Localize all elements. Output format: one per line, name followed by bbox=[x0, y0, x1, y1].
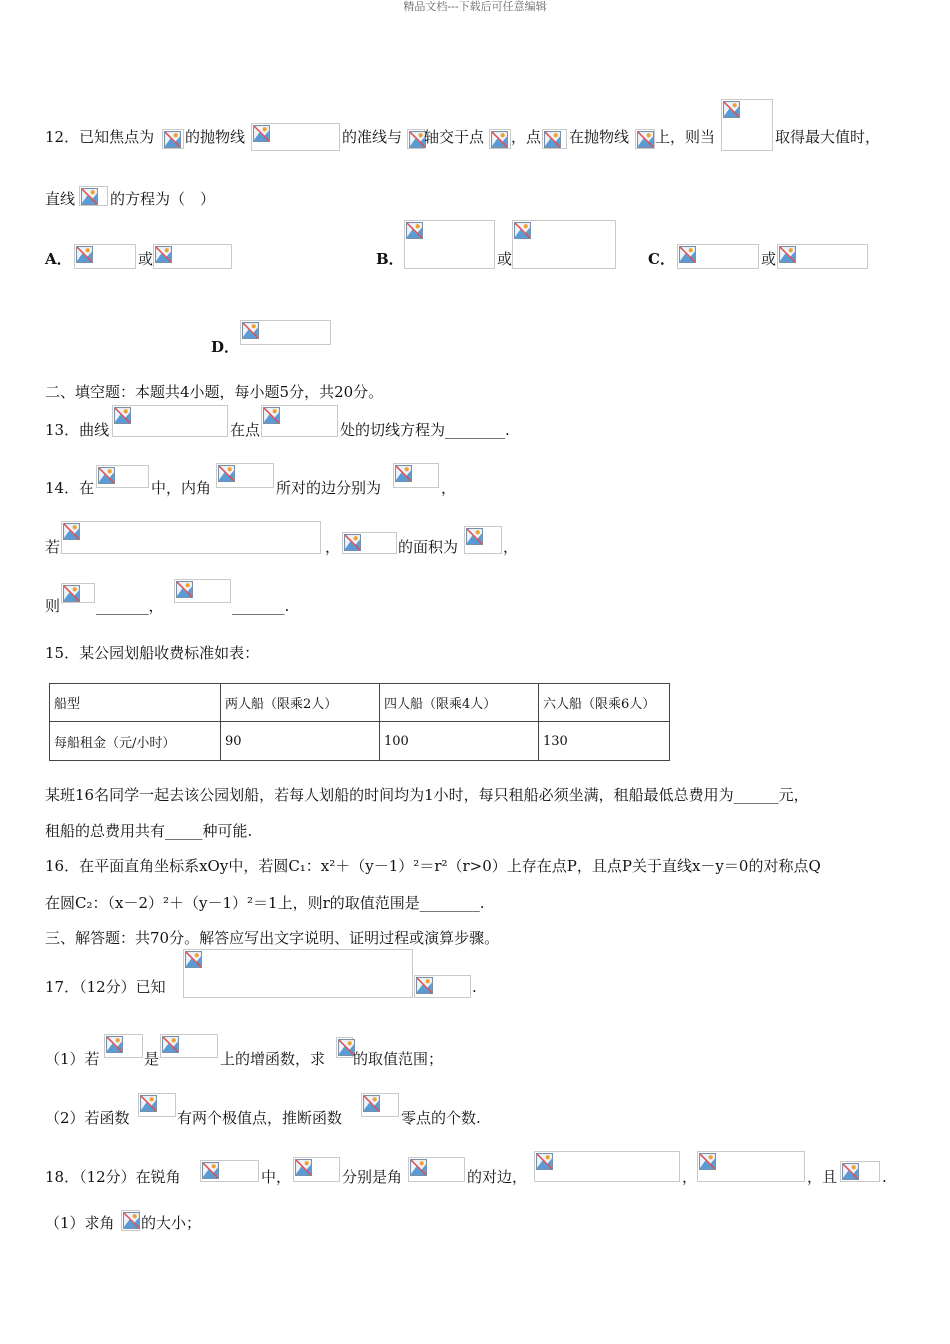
q12-text-2: 的抛物线 bbox=[185, 128, 246, 146]
formula-image bbox=[121, 1210, 140, 1231]
q17-part2-text-1: （2）若函数 bbox=[45, 1109, 130, 1127]
formula-image bbox=[61, 583, 95, 603]
broken-image-icon bbox=[406, 222, 423, 239]
q12-text-9: 直线 bbox=[45, 190, 76, 208]
or-text: 或 bbox=[497, 250, 513, 268]
q18-text-3: 分别是角 bbox=[342, 1168, 403, 1186]
table-row bbox=[50, 722, 670, 761]
formula-image bbox=[697, 1151, 805, 1182]
broken-image-icon bbox=[416, 977, 433, 994]
q18-text-1: 18．（12分）在锐角 bbox=[45, 1168, 181, 1186]
q14-text-3: 所对的边分别为 bbox=[276, 479, 382, 497]
formula-image bbox=[183, 949, 413, 998]
broken-image-icon bbox=[76, 246, 93, 263]
q18-text-6: ，且 bbox=[807, 1168, 838, 1186]
table-header-cell: 船型 bbox=[50, 684, 221, 722]
broken-image-icon bbox=[544, 131, 561, 148]
broken-image-icon bbox=[81, 188, 98, 205]
q18-text-2: 中， bbox=[261, 1168, 292, 1186]
broken-image-icon bbox=[123, 1212, 140, 1229]
broken-image-icon bbox=[466, 528, 483, 545]
broken-image-icon bbox=[363, 1095, 380, 1112]
q18-text-4: 的对边， bbox=[467, 1168, 528, 1186]
option-b-image-1 bbox=[404, 220, 495, 269]
q17-part1-text-1: （1）若 bbox=[45, 1050, 100, 1068]
broken-image-icon bbox=[263, 407, 280, 424]
q12-text-8: 取得最大值时， bbox=[775, 128, 881, 146]
broken-image-icon bbox=[344, 534, 361, 551]
broken-image-icon bbox=[155, 246, 172, 263]
formula-image bbox=[174, 579, 231, 603]
option-a-image-1 bbox=[74, 244, 136, 269]
formula-image bbox=[61, 521, 321, 554]
q18-text-7: . bbox=[882, 1168, 887, 1186]
option-c-image-1 bbox=[677, 244, 759, 269]
q12-text-10: 的方程为（ ） bbox=[110, 190, 216, 208]
table-cell: 100 bbox=[380, 722, 539, 761]
formula-image bbox=[162, 129, 184, 149]
page-header: 精品文档---下载后可任意编辑 bbox=[403, 0, 547, 13]
formula-image bbox=[293, 1157, 340, 1182]
broken-image-icon bbox=[253, 125, 270, 142]
broken-image-icon bbox=[779, 246, 796, 263]
q14-text-1: 14．在 bbox=[45, 479, 95, 497]
q14-text-7: 的面积为 bbox=[398, 538, 459, 556]
broken-image-icon bbox=[63, 585, 80, 602]
broken-image-icon bbox=[114, 407, 131, 424]
broken-image-icon bbox=[63, 523, 80, 540]
formula-image bbox=[160, 1034, 218, 1058]
broken-image-icon bbox=[842, 1163, 859, 1180]
broken-image-icon bbox=[395, 465, 412, 482]
or-text: 或 bbox=[761, 250, 777, 268]
table-cell: 90 bbox=[221, 722, 380, 761]
section-heading-fill-blank: 二、填空题：本题共4小题，每小题5分，共20分。 bbox=[45, 383, 384, 401]
broken-image-icon bbox=[140, 1095, 157, 1112]
formula-image bbox=[721, 99, 773, 151]
formula-image bbox=[342, 532, 397, 554]
option-c-label: C． bbox=[648, 250, 675, 268]
option-a-image-2 bbox=[153, 244, 232, 269]
broken-image-icon bbox=[699, 1153, 716, 1170]
broken-image-icon bbox=[410, 1159, 427, 1176]
broken-image-icon bbox=[98, 467, 115, 484]
broken-image-icon bbox=[162, 1036, 179, 1053]
table-header-cell: 六人船（限乘6人） bbox=[539, 684, 670, 722]
q13-text-3: 处的切线方程为________. bbox=[340, 421, 510, 439]
q12-text-3: 的准线与 bbox=[342, 128, 403, 146]
q12-text-4: 轴交于点 bbox=[424, 128, 485, 146]
formula-image bbox=[408, 1157, 465, 1182]
table-header-cell: 两人船（限乘2人） bbox=[221, 684, 380, 722]
q18-part1-text-2: 的大小； bbox=[141, 1214, 202, 1232]
q17-part2-text-2: 有两个极值点，推断函数 bbox=[177, 1109, 343, 1127]
q13-text-1: 13．曲线 bbox=[45, 421, 110, 439]
broken-image-icon bbox=[106, 1036, 123, 1053]
q14-text-8: ， bbox=[503, 538, 519, 556]
q12-text-5: ，点 bbox=[511, 128, 542, 146]
q16-line-1: 16．在平面直角坐标系xOy中，若圆C₁：x²＋（y－1）²＝r²（r>0）上存在点P，且点P关于直线x－y＝0的对称点Q bbox=[45, 857, 821, 875]
q16-line-2: 在圆C₂：（x－2）²＋（y－1）²＝1上，则r的取值范围是________. bbox=[45, 894, 485, 912]
formula-image bbox=[635, 129, 655, 149]
formula-image bbox=[216, 463, 274, 488]
q18-text-5: ， bbox=[682, 1168, 698, 1186]
broken-image-icon bbox=[295, 1159, 312, 1176]
broken-image-icon bbox=[491, 131, 508, 148]
formula-image bbox=[138, 1093, 176, 1117]
q12-text-7: 上，则当 bbox=[655, 128, 716, 146]
formula-image bbox=[251, 123, 340, 151]
broken-image-icon bbox=[514, 222, 531, 239]
formula-image bbox=[414, 975, 471, 998]
table-cell: 130 bbox=[539, 722, 670, 761]
formula-image bbox=[489, 129, 511, 149]
q14-text-4: ， bbox=[441, 479, 457, 497]
q14-text-2: 中，内角 bbox=[151, 479, 212, 497]
option-b-image-2 bbox=[512, 220, 616, 269]
broken-image-icon bbox=[637, 131, 654, 148]
formula-image bbox=[261, 405, 338, 437]
table-cell: 每船租金（元/小时） bbox=[50, 722, 221, 761]
option-a-label: A． bbox=[45, 250, 72, 268]
q17-part1-text-4: 的取值范围； bbox=[353, 1050, 444, 1068]
section-heading-solve: 三、解答题：共70分。解答应写出文字说明、证明过程或演算步骤。 bbox=[45, 929, 500, 947]
broken-image-icon bbox=[176, 581, 193, 598]
formula-image bbox=[112, 405, 228, 437]
q14-text-11: _______. bbox=[232, 597, 290, 615]
q12-text-1: 12．已知焦点为 bbox=[45, 128, 155, 146]
formula-image bbox=[200, 1160, 259, 1182]
formula-image bbox=[534, 1151, 680, 1182]
q17-text-2: . bbox=[472, 978, 477, 996]
q17-part1-text-2: 是 bbox=[144, 1050, 160, 1068]
q17-text-1: 17．（12分）已知 bbox=[45, 978, 166, 996]
q17-part1-text-3: 上的增函数，求 bbox=[220, 1050, 326, 1068]
broken-image-icon bbox=[679, 246, 696, 263]
formula-image bbox=[361, 1093, 399, 1117]
formula-image bbox=[104, 1034, 143, 1058]
formula-image bbox=[336, 1037, 353, 1058]
broken-image-icon bbox=[242, 322, 259, 339]
formula-image bbox=[542, 129, 567, 149]
formula-image bbox=[464, 526, 502, 554]
q14-text-10: _______， bbox=[96, 597, 164, 615]
table-header-cell: 四人船（限乘4人） bbox=[380, 684, 539, 722]
q15-para-2: 租船的总费用共有_____种可能. bbox=[45, 822, 253, 840]
formula-image bbox=[840, 1161, 880, 1182]
option-b-label: B． bbox=[376, 250, 404, 268]
q14-text-5: 若 bbox=[45, 538, 61, 556]
formula-image bbox=[407, 129, 425, 149]
q14-text-6: ， bbox=[325, 538, 341, 556]
or-text: 或 bbox=[138, 250, 154, 268]
q15-para-1: 某班16名同学一起去该公园划船，若每人划船的时间均为1小时，每只租船必须坐满，租船最低总费用为______元， bbox=[45, 786, 809, 804]
option-d-label: D． bbox=[211, 338, 240, 356]
formula-image bbox=[393, 463, 439, 488]
table-row bbox=[50, 684, 670, 722]
q14-text-9: 则 bbox=[45, 597, 61, 615]
option-c-image-2 bbox=[777, 244, 868, 269]
option-d-image bbox=[240, 320, 331, 345]
broken-image-icon bbox=[164, 131, 181, 148]
formula-image bbox=[79, 186, 108, 206]
q17-part2-text-3: 零点的个数. bbox=[401, 1109, 481, 1127]
q12-text-6: 在抛物线 bbox=[569, 128, 630, 146]
broken-image-icon bbox=[185, 951, 202, 968]
broken-image-icon bbox=[536, 1153, 553, 1170]
broken-image-icon bbox=[218, 465, 235, 482]
broken-image-icon bbox=[202, 1162, 219, 1179]
fee-table bbox=[49, 683, 670, 761]
q15-intro: 15．某公园划船收费标准如表： bbox=[45, 644, 260, 662]
q13-text-2: 在点 bbox=[230, 421, 261, 439]
q18-part1-text-1: （1）求角 bbox=[45, 1214, 115, 1232]
broken-image-icon bbox=[723, 101, 740, 118]
formula-image bbox=[96, 465, 149, 488]
